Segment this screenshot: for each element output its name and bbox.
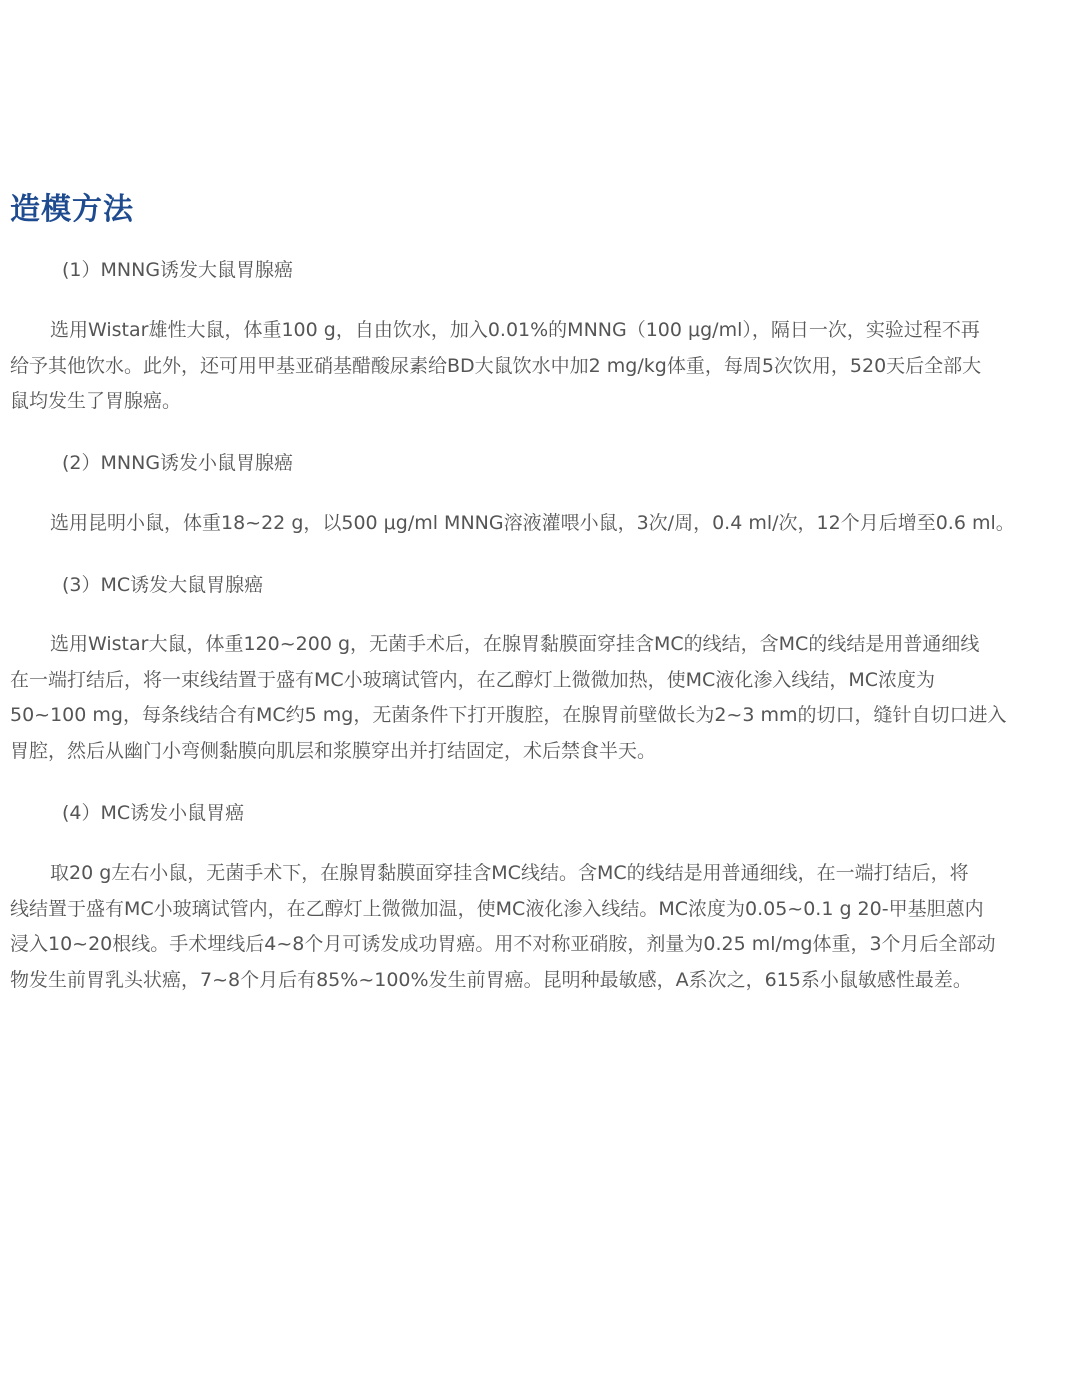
paragraph-line: 胃腔，然后从幽门小弯侧黏膜向肌层和浆膜穿出并打结固定，术后禁食半天。 [10,739,657,762]
paragraph-line: 50~100 mg，每条线结合有MC约5 mg，无菌条件下打开腹腔，在腺胃前壁做长为2~3 mm的切口，缝针自切口进入 [10,704,1007,726]
paragraph-line: 浸入10~20根线。手术埋线后4~8个月可诱发成功胃癌。用不对称亚硝胺，剂量为0.25 ml/mg体重，3个月后全部动 [10,933,996,955]
paragraph-line: 给予其他饮水。此外，还可用甲基亚硝基醋酸尿素给BD大鼠饮水中加2 mg/kg体重，每周5次饮用，520天后全部大 [10,354,982,377]
paragraph-line: 在一端打结后，将一束线结置于盛有MC小玻璃试管内，在乙醇灯上微微加热，使MC液化渗入线结，MC浓度为 [10,668,935,691]
page-title: 造模方法 [10,192,134,227]
paragraph-line: 选用Wistar雄性大鼠，体重100 g，自由饮水，加入0.01%的MNNG（100 μg/ml），隔日一次，实验过程不再 [50,319,980,341]
paragraph-line: 选用Wistar大鼠，体重120~200 g，无菌手术后，在腺胃黏膜面穿挂含MC的线结，含MC的线结是用普通细线 [50,633,980,655]
section-heading-2: (2）MNNG诱发小鼠胃腺癌 [62,452,294,474]
section-paragraph-2 [10,506,1040,542]
paragraph-line: 取20 g左右小鼠，无菌手术下，在腺胃黏膜面穿挂含MC线结。含MC的线结是用普通细线，在一端打结后，将 [50,862,969,884]
paragraph-line: 选用昆明小鼠，体重18~22 g，以500 μg/ml MNNG溶液灌喂小鼠，3次/周，0.4 ml/次，12个月后增至0.6 ml。 [50,512,1015,534]
paragraph-line: 物发生前胃乳头状癌，7~8个月后有85%~100%发生前胃癌。昆明种最敏感，A系次之，615系小鼠敏感性最差。 [10,968,972,991]
section-paragraph-1 [10,313,1040,420]
section-paragraph-4 [10,856,1040,998]
section-paragraph-3 [10,627,1040,769]
paragraph-line: 鼠均发生了胃腺癌。 [10,390,182,412]
section-heading-3: (3）MC诱发大鼠胃腺癌 [62,574,264,596]
paragraph-line: 线结置于盛有MC小玻璃试管内，在乙醇灯上微微加温，使MC液化渗入线结。MC浓度为0.05~0.1 g 20-甲基胆蒽内 [10,897,984,920]
section-heading-1: (1）MNNG诱发大鼠胃腺癌 [62,259,294,281]
section-heading-4: (4）MC诱发小鼠胃癌 [62,802,245,824]
